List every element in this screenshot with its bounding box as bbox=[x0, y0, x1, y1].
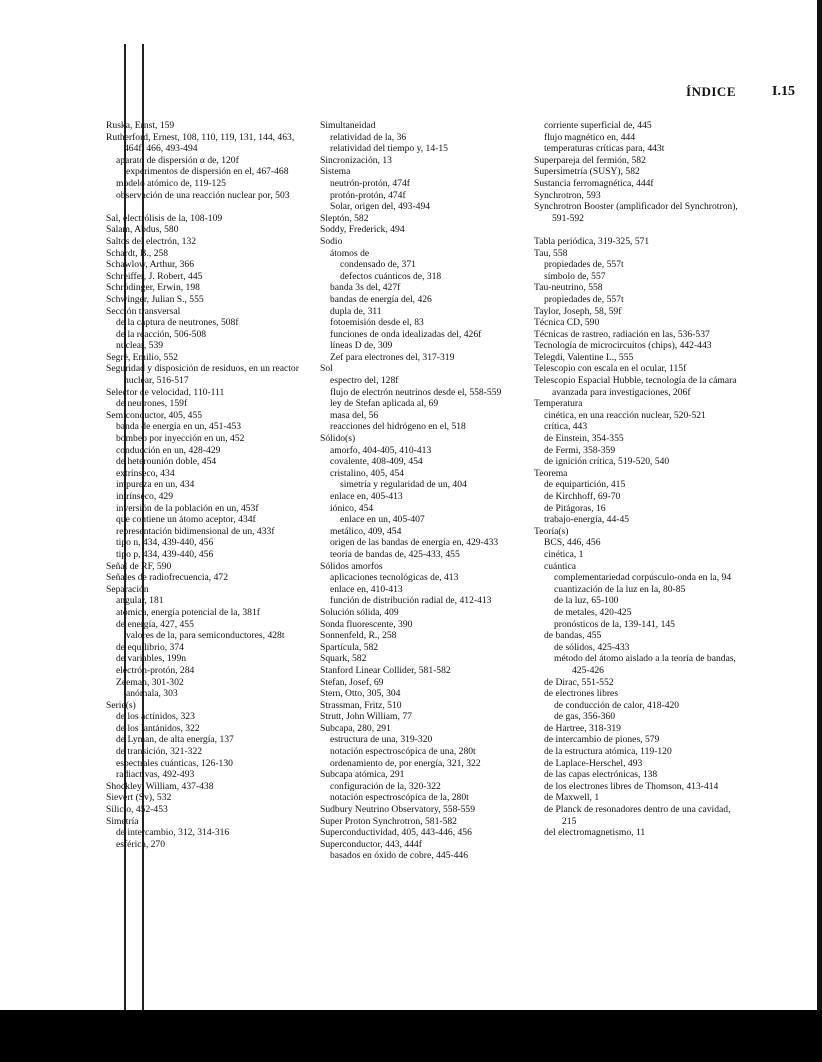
page-header bbox=[686, 84, 795, 100]
index-entry: teoría de bandas de, 425-433, 455 bbox=[330, 548, 460, 560]
index-entry: de conducción de calor, 418-420 bbox=[554, 699, 680, 711]
index-entry: notación espectroscópica de la, 280t bbox=[330, 792, 469, 804]
index-entry: de heterounión doble, 454 bbox=[116, 456, 217, 468]
index-entry: trabajo-energía, 44-45 bbox=[544, 514, 630, 526]
index-entry: de equilibrio, 374 bbox=[116, 641, 184, 653]
index-entry: función de distribución radial de, 412-413 bbox=[330, 595, 492, 607]
index-entry: de transición, 321-322 bbox=[116, 746, 203, 758]
index-entry: Telescopio con escala en el ocular, 115f bbox=[534, 363, 687, 375]
index-entry: de la captura de neutrones, 508f bbox=[116, 317, 239, 329]
index-entry: Sleptón, 582 bbox=[320, 212, 369, 224]
index-entry: Strutt, John William, 77 bbox=[320, 711, 412, 723]
index-entry: Tau-neutrino, 558 bbox=[534, 282, 603, 294]
index-entry: Tecnología de microcircuitos (chips), 442-443 bbox=[534, 340, 712, 352]
index-entry: defectos cuánticos de, 318 bbox=[340, 270, 442, 282]
index-entry: Stanford Linear Collider, 581-582 bbox=[320, 664, 451, 676]
index-entry: Ruska, Ernst, 159 bbox=[106, 120, 175, 131]
index-entry: representación bidimensional de un, 433f bbox=[116, 525, 275, 537]
index-entry: método del átomo aislado a la teoría de bandas, 425-426 bbox=[554, 653, 736, 676]
index-entry: bandas de energía del, 426 bbox=[330, 293, 432, 305]
index-entry: iónico, 454 bbox=[330, 502, 374, 514]
index-entry: Sudbury Neutrino Observatory, 558-559 bbox=[320, 804, 475, 816]
index-entry: fotoemisión desde el, 83 bbox=[330, 317, 424, 329]
index-entry: Subcapa, 280, 291 bbox=[320, 722, 391, 734]
index-entry: Tau, 558 bbox=[534, 247, 568, 259]
index-entry: ley de Stefan aplicada al, 69 bbox=[330, 398, 439, 410]
index-entry: amorfo, 404-405, 410-413 bbox=[330, 444, 432, 456]
index-entry: cinética, 1 bbox=[544, 548, 584, 560]
index-entry: Strassman, Fritz, 510 bbox=[320, 699, 402, 711]
index-entry: Sistema bbox=[320, 166, 351, 178]
index-entry: Técnicas de rastreo, radiación en las, 536-537 bbox=[534, 328, 710, 340]
index-entry: Zef para electrones del, 317-319 bbox=[330, 351, 455, 363]
index-entry: aparato de dispersión α de, 120f bbox=[116, 154, 239, 166]
index-entry: cuantización de la luz en la, 80-85 bbox=[554, 583, 686, 595]
index-column-1 bbox=[106, 120, 302, 850]
index-entry: Teoría(s) bbox=[534, 525, 569, 537]
index-entry: origen de las bandas de energía en, 429-433 bbox=[330, 537, 499, 549]
page-edge bbox=[817, 0, 822, 1010]
index-entry: angular, 181 bbox=[116, 595, 164, 607]
index-entry: de Maxwell, 1 bbox=[544, 792, 600, 804]
index-entry: que contiene un átomo aceptor, 434f bbox=[116, 514, 256, 526]
index-entry: Sievert (Sv), 532 bbox=[106, 792, 172, 804]
index-entry: Semiconductor, 405, 455 bbox=[106, 409, 203, 421]
index-entry: espectrales cuánticas, 126-130 bbox=[116, 757, 233, 769]
index-entry: enlace en, 410-413 bbox=[330, 583, 403, 595]
index-entry: electrón-protón, 284 bbox=[116, 664, 195, 676]
index-entry: Tabla periódica, 319-325, 571 bbox=[534, 235, 650, 247]
index-entry: Schreiffer, J. Robert, 445 bbox=[106, 270, 203, 282]
index-entry: Sección transversal bbox=[106, 305, 181, 317]
index-entry: Señal de RF, 590 bbox=[106, 560, 172, 572]
index-entry: corriente superficial de, 445 bbox=[544, 120, 652, 131]
index-entry: neutrón-protón, 474f bbox=[330, 177, 410, 189]
index-entry: de energía, 427, 455 bbox=[116, 618, 194, 630]
index-entry: Salam, Abdus, 580 bbox=[106, 224, 179, 236]
index-entry: Sonnenfeld, R., 258 bbox=[320, 630, 397, 642]
index-entry: de la estructura atómica, 119-120 bbox=[544, 746, 672, 758]
index-entry: banda 3s del, 427f bbox=[330, 282, 401, 294]
index-entry: Simetría bbox=[106, 815, 139, 827]
index-entry: flujo magnético en, 444 bbox=[544, 131, 636, 143]
index-entry: átomos de bbox=[330, 247, 370, 259]
index-entry: Synchrotron Booster (amplificador del Synchrotron), 591-592 bbox=[534, 201, 738, 224]
index-entry: Técnica CD, 590 bbox=[534, 317, 600, 329]
index-entry: intrínseco, 429 bbox=[116, 491, 174, 502]
index-entry: cuántica bbox=[544, 560, 576, 572]
index-entry: de intercambio de piones, 579 bbox=[544, 734, 660, 746]
index-entry: crítica, 443 bbox=[544, 421, 588, 433]
index-entry: Stefan, Josef, 69 bbox=[320, 676, 384, 688]
index-entry: pronósticos de la, 139-141, 145 bbox=[554, 618, 675, 630]
index-entry: Seguridad y disposición de residuos, en un reactor nuclear, 516-517 bbox=[106, 363, 299, 387]
index-entry: espectro del, 128f bbox=[330, 375, 399, 387]
index-entry: Sal, electrólisis de la, 108-109 bbox=[106, 212, 223, 224]
index-entry: funciones de onda idealizadas del, 426f bbox=[330, 328, 482, 340]
index-entry: esférica, 270 bbox=[116, 838, 166, 850]
index-entry: de Lyman, de alta energía, 137 bbox=[116, 734, 234, 746]
index-entry: Solución sólida, 409 bbox=[320, 606, 399, 618]
index-entry: de Laplace-Herschel, 493 bbox=[544, 757, 643, 769]
index-entry: metálico, 409, 454 bbox=[330, 525, 402, 537]
index-entry: Serie(s) bbox=[106, 699, 136, 711]
index-entry: Silicio, 452-453 bbox=[106, 804, 168, 816]
index-entry: Schwinger, Julian S., 555 bbox=[106, 293, 204, 305]
index-entry: aplicaciones tecnológicas de, 413 bbox=[330, 572, 459, 584]
index-entry: Sólido(s) bbox=[320, 433, 356, 445]
index-entry: tipo n, 434, 439-440, 456 bbox=[116, 537, 214, 549]
index-entry: Zeeman, 301-302 bbox=[116, 676, 184, 688]
index-entry: Super Proton Synchrotron, 581-582 bbox=[320, 815, 457, 827]
index-entry: Sonda fluorescente, 390 bbox=[320, 618, 413, 630]
index-entry: del electromagnetismo, 11 bbox=[544, 827, 646, 839]
index-entry: Superconductor, 443, 444f bbox=[320, 838, 422, 850]
index-entry: radiactivas, 492-493 bbox=[116, 769, 195, 781]
index-entry: de equipartición, 415 bbox=[544, 479, 626, 491]
index-column-2 bbox=[320, 120, 532, 862]
index-entry: nuclear, 539 bbox=[116, 340, 164, 352]
index-entry: condensado de, 371 bbox=[340, 259, 416, 271]
index-entry: basados en óxido de cobre, 445-446 bbox=[330, 850, 469, 862]
index-entry: Superconductividad, 405, 443-446, 456 bbox=[320, 827, 472, 839]
index-column-3 bbox=[534, 120, 740, 839]
index-entry: Separación bbox=[106, 583, 149, 595]
index-entry: relatividad de la, 36 bbox=[330, 131, 407, 143]
index-entry: Schrödinger, Erwin, 198 bbox=[106, 282, 200, 294]
index-entry: Selector de velocidad, 110-111 bbox=[106, 386, 225, 398]
index-entry: de intercambio, 312, 314-316 bbox=[116, 827, 230, 839]
index-entry: enlace en un, 405-407 bbox=[340, 514, 425, 526]
index-entry: de los lantánidos, 322 bbox=[116, 722, 200, 734]
index-entry: anómala, 303 bbox=[126, 688, 178, 700]
index-entry: Subcapa atómica, 291 bbox=[320, 769, 405, 781]
index-entry: de bandas, 455 bbox=[544, 630, 602, 642]
index-entry: Temperatura bbox=[534, 398, 583, 410]
index-entry: covalente, 408-409, 454 bbox=[330, 456, 423, 468]
index-entry: Sólidos amorfos bbox=[320, 560, 383, 572]
index-entry: modelo atómico de, 119-125 bbox=[116, 177, 226, 189]
index-entry: Taylor, Joseph, 58, 59f bbox=[534, 305, 622, 317]
index-entry: flujo de electrón neutrinos desde el, 558-559 bbox=[330, 386, 502, 398]
index-entry: cinética, en una reacción nuclear, 520-521 bbox=[544, 409, 706, 421]
index-entry: enlace en, 405-413 bbox=[330, 491, 403, 502]
index-entry: Supersimetría (SUSY), 582 bbox=[534, 166, 640, 178]
index-entry: tipo p, 434, 439-440, 456 bbox=[116, 548, 214, 560]
index-entry: de Kirchhoff, 69-70 bbox=[544, 491, 621, 502]
index-entry: Superpareja del fermión, 582 bbox=[534, 154, 646, 166]
index-entry: Señales de radiofrecuencia, 472 bbox=[106, 572, 228, 584]
index-entry: de Fermi, 358-359 bbox=[544, 444, 616, 456]
index-entry: de Pitágoras, 16 bbox=[544, 502, 606, 514]
index-entry: de metales, 420-425 bbox=[554, 606, 632, 618]
index-entry: Synchrotron, 593 bbox=[534, 189, 601, 201]
index-entry: Saltos del electrón, 132 bbox=[106, 235, 197, 247]
index-entry: Spartícula, 582 bbox=[320, 641, 379, 653]
index-entry: ordenamiento de, por energía, 321, 322 bbox=[330, 757, 481, 769]
index-entry: cristalino, 405, 454 bbox=[330, 467, 405, 479]
index-entry: notación espectroscópica de una, 280t bbox=[330, 746, 476, 758]
index-entry: de la reacción, 506-508 bbox=[116, 328, 207, 340]
index-entry: Schardt, B., 258 bbox=[106, 247, 169, 259]
index-entry: de neutrones, 159f bbox=[116, 398, 188, 410]
index-entry: BCS, 446, 456 bbox=[544, 537, 601, 549]
index-entry: Solar, origen del, 493-494 bbox=[330, 201, 431, 213]
index-entry: símbolo de, 557 bbox=[544, 270, 606, 282]
index-entry: de Hartree, 318-319 bbox=[544, 722, 621, 734]
index-entry: atómica, energía potencial de la, 381f bbox=[116, 606, 260, 618]
index-entry: de los electrones libres de Thomson, 413-414 bbox=[544, 780, 719, 792]
index-entry: de sólidos, 425-433 bbox=[554, 641, 630, 653]
index-entry: experimentos de dispersión en el, 467-468 bbox=[126, 166, 289, 178]
index-entry: Shockley, William, 437-438 bbox=[106, 780, 214, 792]
index-entry: observación de una reacción nuclear por, 503 bbox=[116, 189, 290, 201]
index-entry: Sol bbox=[320, 363, 333, 375]
index-entry: propiedades de, 557t bbox=[544, 293, 624, 305]
index-entry: Soddy, Frederick, 494 bbox=[320, 224, 405, 236]
index-entry: protón-protón, 474f bbox=[330, 189, 406, 201]
index-entry: extrínseco, 434 bbox=[116, 467, 175, 479]
index-entry: dupla de, 311 bbox=[330, 305, 382, 317]
index-entry: inversión de la población en un, 453f bbox=[116, 502, 259, 514]
index-entry: configuración de la, 320-322 bbox=[330, 780, 441, 792]
index-entry: Telegdi, Valentine L., 555 bbox=[534, 351, 634, 363]
index-entry: reacciones del hidrógeno en el, 518 bbox=[330, 421, 466, 433]
index-entry: Schawlow, Arthur, 366 bbox=[106, 259, 194, 271]
index-entry: de Einstein, 354-355 bbox=[544, 433, 624, 445]
index-entry: temperaturas críticas para, 443t bbox=[544, 143, 665, 155]
index-entry: relatividad del tiempo y, 14-15 bbox=[330, 143, 448, 155]
index-entry: Sustancia ferromagnética, 444f bbox=[534, 177, 654, 189]
index-entry: complementariedad corpúsculo-onda en la, 94 bbox=[554, 572, 732, 584]
index-entry: de los actínidos, 323 bbox=[116, 711, 195, 723]
index-entry: de las capas electrónicas, 138 bbox=[544, 769, 658, 781]
index-entry: de variables, 199n bbox=[116, 653, 187, 665]
index-entry: simetría y regularidad de un, 404 bbox=[340, 479, 467, 491]
index-entry: de ignición crítica, 519-520, 540 bbox=[544, 456, 670, 468]
index-entry: masa del, 56 bbox=[330, 409, 379, 421]
index-entry: de la luz, 65-100 bbox=[554, 595, 619, 607]
index-entry: líneas D de, 309 bbox=[330, 340, 393, 352]
section-title: ÍNDICE bbox=[686, 84, 736, 99]
index-entry: de electrones libres bbox=[544, 688, 619, 700]
index-entry: Teorema bbox=[534, 467, 568, 479]
index-entry: Simultaneidad bbox=[320, 120, 376, 131]
index-entry: propiedades de, 557t bbox=[544, 259, 624, 271]
index-entry: estructura de una, 319-320 bbox=[330, 734, 433, 746]
index-entry: banda de energía en un, 451-453 bbox=[116, 421, 242, 433]
index-entry: Squark, 582 bbox=[320, 653, 367, 665]
index-entry: Telescopio Espacial Hubble, tecnología de la cámara avanzada para investigaciones, 206f bbox=[534, 375, 737, 398]
index-entry: de Planck de resonadores dentro de una cavidad, 215 bbox=[544, 804, 731, 827]
index-entry: impureza en un, 434 bbox=[116, 479, 195, 491]
index-entry: Rutherford, Ernest, 108, 110, 119, 131, 144, 463, 464f, 466, 493-494 bbox=[106, 131, 295, 155]
index-entry: Stern, Otto, 305, 304 bbox=[320, 688, 401, 700]
index-entry: Sincronización, 13 bbox=[320, 154, 392, 166]
index-entry: Sodio bbox=[320, 235, 343, 247]
index-entry: bombeo por inyección en un, 452 bbox=[116, 433, 245, 445]
page-number: I.15 bbox=[772, 84, 795, 99]
index-entry: de gas, 356-360 bbox=[554, 711, 616, 723]
index-entry: valores de la, para semiconductores, 428t bbox=[126, 630, 285, 642]
index-entry: de Dirac, 551-552 bbox=[544, 676, 614, 688]
index-entry: conducción en un, 428-429 bbox=[116, 444, 221, 456]
index-entry: Segrè, Emilio, 552 bbox=[106, 351, 178, 363]
